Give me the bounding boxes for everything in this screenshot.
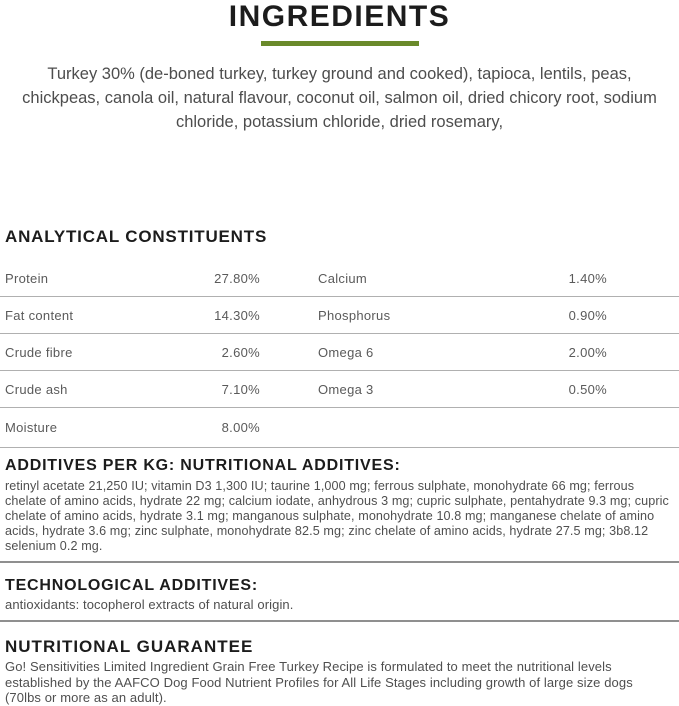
constituent-value: 8.00% (221, 420, 260, 435)
table-row (0, 408, 679, 448)
constituent-label: Crude fibre (5, 344, 73, 360)
title-underline (261, 41, 419, 46)
constituent-label: Crude ash (5, 381, 68, 397)
constituent-value: 27.80% (214, 270, 260, 286)
constituent-value: 0.90% (568, 307, 607, 323)
constituent-label: Phosphorus (318, 307, 391, 323)
analytical-constituents-heading: ANALYTICAL CONSTITUENTS (5, 227, 268, 246)
additives-heading: ADDITIVES PER KG: NUTRITIONAL ADDITIVES: (5, 457, 401, 474)
constituent-value: 7.10% (221, 381, 260, 397)
table-row (0, 260, 679, 297)
page-title: INGREDIENTS (228, 0, 451, 33)
analytical-constituents-table (0, 260, 679, 448)
constituent-label: Omega 6 (318, 344, 374, 360)
divider (0, 561, 679, 563)
constituent-value: 0.50% (568, 381, 607, 397)
constituent-label: Moisture (5, 420, 58, 435)
constituent-value: 2.00% (568, 344, 607, 360)
nutritional-guarantee-text: Go! Sensitivities Limited Ingredient Grain Free Turkey Recipe is formulated to meet the nutritional levels established by the AAFCO Dog Food Nutrient Profiles for All Life Stages including growth of large size dogs (70lbs or more as an adult). (5, 659, 633, 705)
table-row (0, 297, 679, 334)
additives-paragraph: retinyl acetate 21,250 IU; vitamin D3 1,300 IU; taurine 1,000 mg; ferrous sulphate, monohydrate 66 mg; ferrous chelate of amino acids, hydrate 22 mg; calcium iodate, anhydrous 3 mg; cupric sulphate, pentahydrate 9.3 mg; cupric chelate of amino acids, hydrate 3.1 mg; manganous sulphate, monohydrate 10.8 mg; manganese chelate of amino acids, hydrate 3.6 mg; zinc sulphate, monohydrate 82.5 mg; zinc chelate of amino acids, hydrate 27.5 mg; 3b8.12 selenium 0.2 mg. (5, 479, 669, 553)
constituent-label: Fat content (5, 307, 74, 323)
technological-additives-heading: TECHNOLOGICAL ADDITIVES: (5, 577, 258, 594)
constituent-value: 14.30% (214, 307, 260, 323)
technological-additives-text: antioxidants: tocopherol extracts of natural origin. (5, 597, 294, 612)
table-row (0, 334, 679, 371)
constituent-label: Omega 3 (318, 381, 374, 397)
table-row (0, 371, 679, 408)
constituent-label: Protein (5, 270, 49, 286)
constituent-value: 2.60% (221, 344, 260, 360)
nutritional-guarantee-heading: NUTRITIONAL GUARANTEE (5, 637, 254, 656)
constituent-value: 1.40% (568, 270, 607, 286)
constituent-label: Calcium (318, 270, 368, 286)
divider (0, 620, 679, 622)
ingredients-paragraph: Turkey 30% (de-boned turkey, turkey ground and cooked), tapioca, lentils, peas, chickpeas, canola oil, natural flavour, coconut oil, salmon oil, dried chicory root, sodium chloride, potassium chloride, dried rosemary, (22, 65, 657, 131)
